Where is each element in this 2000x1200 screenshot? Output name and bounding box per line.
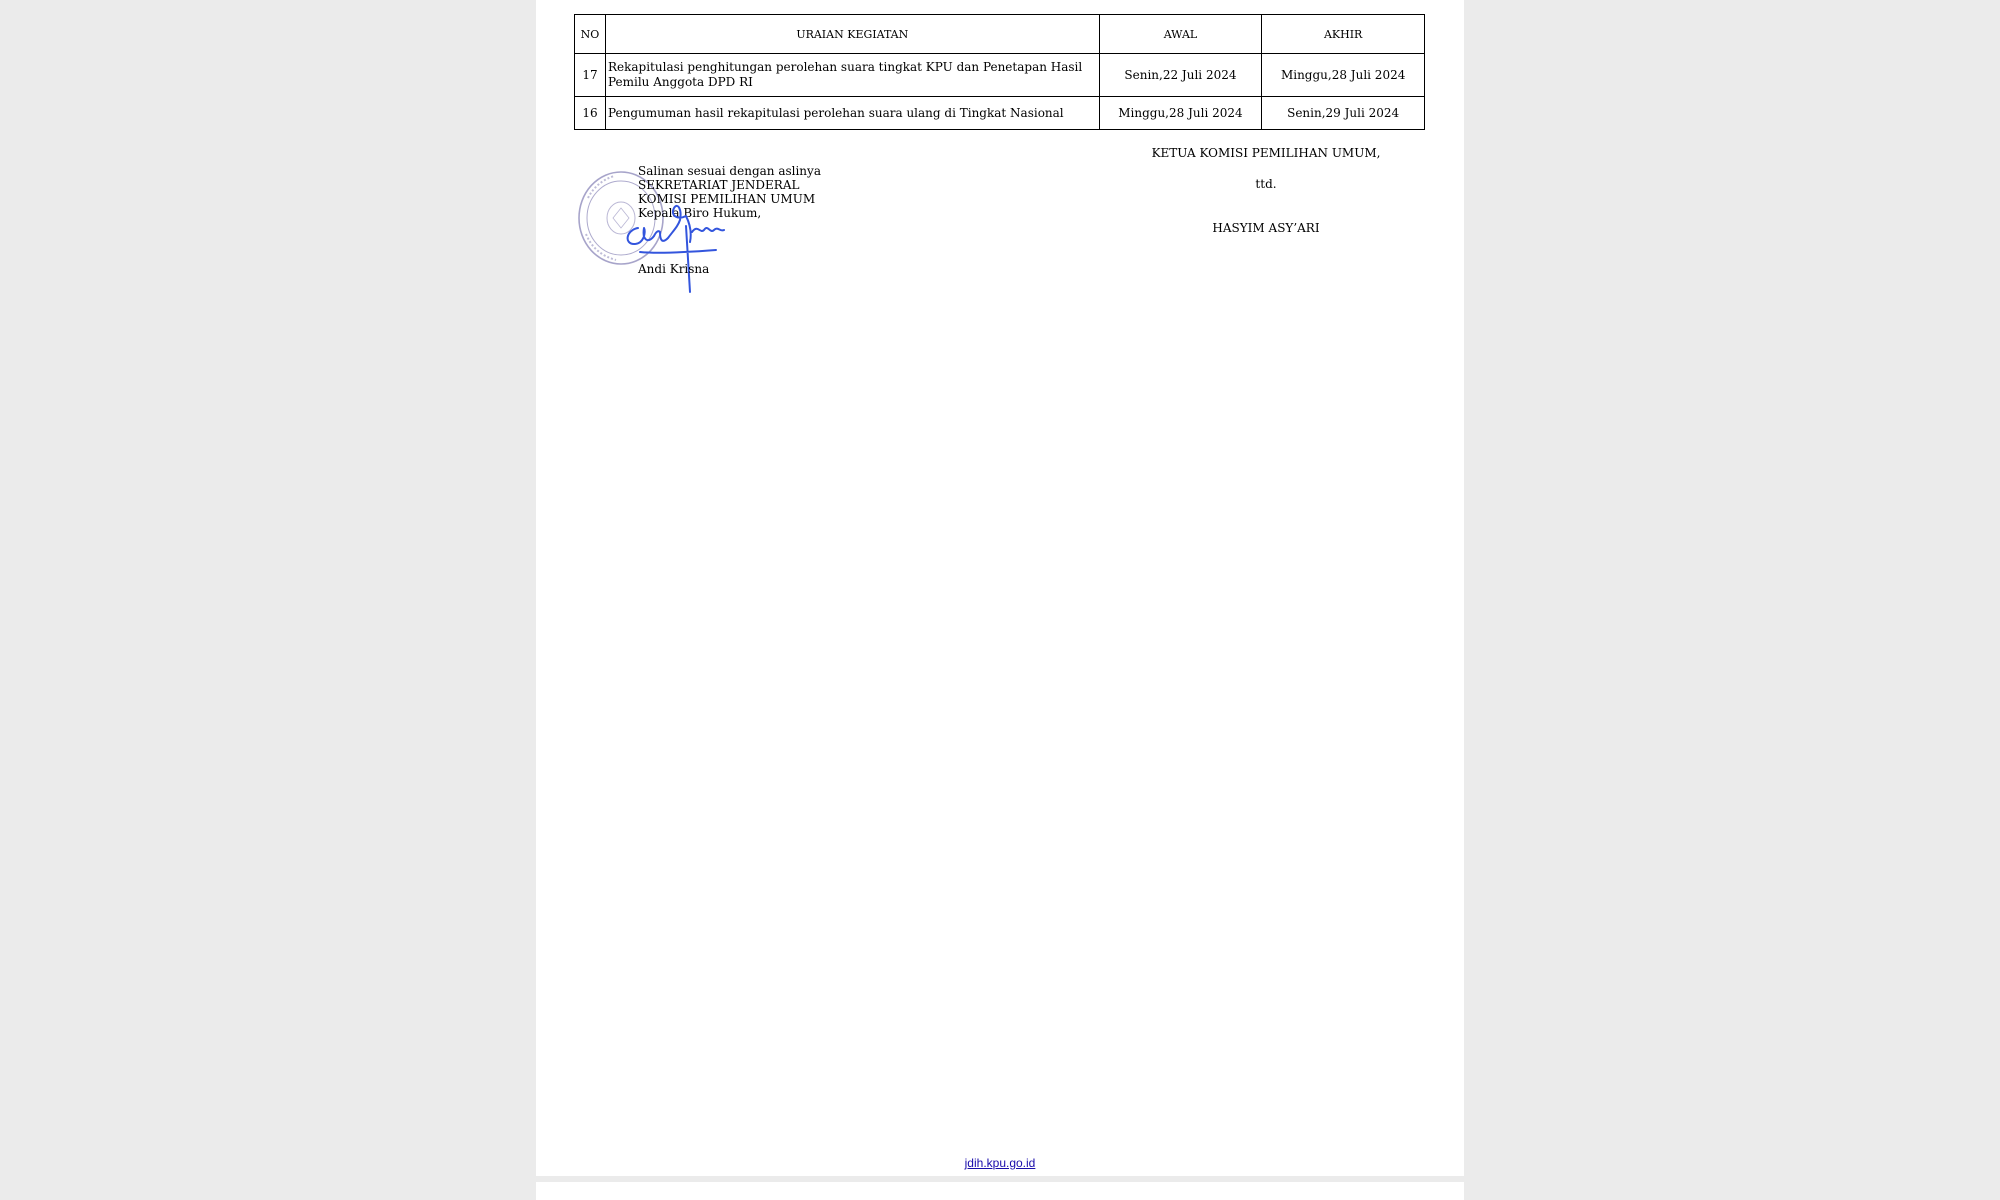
- table-row: [575, 97, 1425, 130]
- bureau-head-line: Kepala Biro Hukum,: [638, 206, 762, 220]
- signer-name: Andi Krisna: [638, 262, 710, 276]
- footer: [536, 1156, 1464, 1170]
- header-uraian: URAIAN KEGIATAN: [605, 15, 1099, 54]
- cell-no: 17: [575, 54, 606, 97]
- footer-link[interactable]: jdih.kpu.go.id: [964, 1156, 1036, 1170]
- cell-uraian: Pengumuman hasil rekapitulasi perolehan suara ulang di Tingkat Nasional: [605, 97, 1099, 130]
- cell-akhir: Senin,29 Juli 2024: [1262, 97, 1425, 130]
- schedule-table: [574, 14, 1425, 130]
- cell-awal: Senin,22 Juli 2024: [1099, 54, 1262, 97]
- document-page: [536, 0, 1464, 1176]
- cell-akhir: Minggu,28 Juli 2024: [1262, 54, 1425, 97]
- table-header-row: [575, 15, 1425, 54]
- table-row: [575, 54, 1425, 97]
- next-page-edge: [536, 1182, 1464, 1200]
- cell-awal: Minggu,28 Juli 2024: [1099, 97, 1262, 130]
- secretariat-line: SEKRETARIAT JENDERAL: [638, 178, 800, 192]
- header-no: NO: [575, 15, 606, 54]
- chairman-title: KETUA KOMISI PEMILIHAN UMUM,: [1151, 146, 1381, 160]
- header-akhir: AKHIR: [1262, 15, 1425, 54]
- handwritten-signature: [620, 180, 730, 300]
- cell-uraian: Rekapitulasi penghitungan perolehan suara tingkat KPU dan Penetapan Hasil Pemilu Anggota DPD RI: [605, 54, 1099, 97]
- header-awal: AWAL: [1099, 15, 1262, 54]
- chairman-block: [1116, 146, 1416, 235]
- commission-line: KOMISI PEMILIHAN UMUM: [638, 192, 816, 206]
- chairman-name: HASYIM ASY’ARI: [1212, 221, 1320, 235]
- ttd-mark: ttd.: [1255, 177, 1277, 191]
- cell-no: 16: [575, 97, 606, 130]
- certified-copy-line: Salinan sesuai dengan aslinya: [638, 164, 821, 178]
